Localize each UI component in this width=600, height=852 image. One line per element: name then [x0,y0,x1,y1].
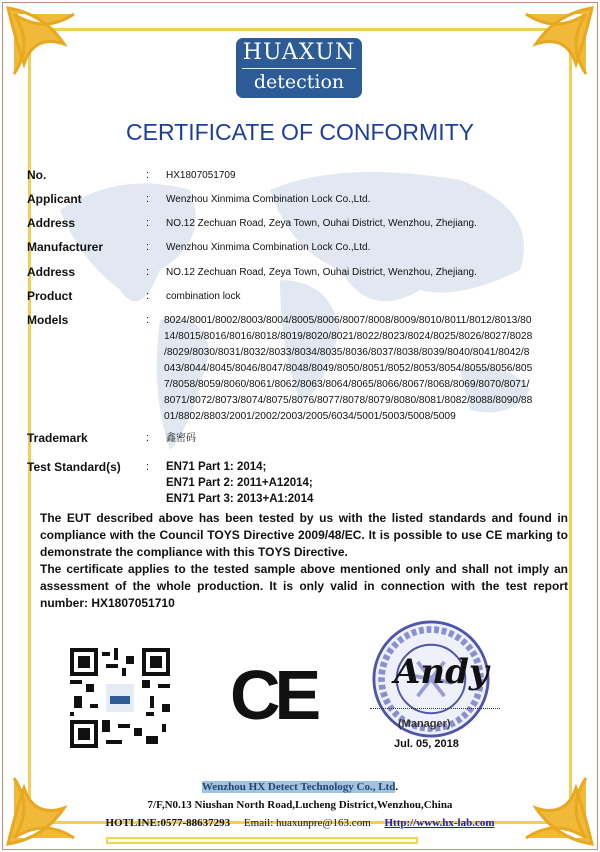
field-value-no: HX1807051709 [166,170,236,181]
field-label-test-standards: Test Standard(s) [27,460,121,474]
field-value-manufacturer: Wenzhou Xinmima Combination Lock Co.,Ltd. [166,242,371,253]
field-value-trademark: 鑫密码 [166,433,196,444]
corner-ornament-icon [516,4,596,84]
ce-mark: CE [230,656,316,734]
field-value-product: combination lock [166,291,241,302]
field-value-models: 8024/8001/8002/8003/8004/8005/8006/8007/8008/8009/8010/8011/8012/8013/80 14/8015/8016/8016/8018/8019/8020/8021/8022/8023/8024/8025/8026/8027/8028 /8029/8030/8031/8032/8033/8034/8035/8036/8037/8038/8039/8040/8041/8042/8 043/8044/8045/8046/8047/8048/8049/8050/8051/8052/8053/8054/8055/8056/805 7/8058/8059/8060/8061/8062/8063/8064/8065/8066/8067/8068/8069/8070/8071/ 8071/8072/8073/8074/8075/8076/8077/8078/8079/8080/8081/8082/8088/8090/88 01/8802/8803/2001/2002/2003/2005/6034/5001/5003/5008/5009 [164,315,533,422]
standard-item: EN71 Part 1: 2014; [166,461,267,473]
colon: : [146,169,150,181]
signature-line [370,708,500,709]
footer-contacts [0,816,600,830]
signer-title: (Manager) [398,718,451,730]
colon: : [146,461,150,473]
issue-date: Jul. 05, 2018 [394,738,459,750]
field-label-product: Product [27,289,73,303]
footer-email: Email: huaxunpre@163.com [243,817,371,829]
footer-company: Wenzhou HX Detect Technology Co., Ltd. [201,781,399,793]
footer-address: 7/F,N0.13 Niushan North Road,Lucheng District,Wenzhou,China [147,799,453,811]
standard-item: EN71 Part 3: 2013+A1:2014 [166,493,314,505]
field-label-models: Models [27,313,69,327]
colon: : [146,241,150,253]
colon: : [146,290,150,302]
statement-paragraph-1: The EUT described above has been tested by us with the listed standards and found in compliance with the Council TOYS Directive 2009/48/EC. It is possible to use CE marking to demonstrate the compliance with this TOYS Directive. [40,511,568,559]
colon: : [146,217,150,229]
colon: : [146,432,150,444]
corner-ornament-icon [4,4,84,84]
field-label-applicant: Applicant [27,192,82,206]
colon: : [146,193,150,205]
field-label-manufacturer: Manufacturer [27,240,104,254]
field-value-applicant: Wenzhou Xinmima Combination Lock Co.,Ltd. [166,194,371,205]
field-label-no: No. [27,168,47,182]
footer-hotline: HOTLINE:0577-88637293 [105,817,231,829]
field-label-trademark: Trademark [27,431,88,445]
certificate-title: CERTIFICATE OF CONFORMITY [126,119,474,145]
qr-code [70,648,170,748]
footer-website-link[interactable]: Http://www.hx-lab.com [384,817,495,829]
signature: Andy [394,652,489,692]
colon: : [146,314,150,326]
field-label-manufacturer-address: Address [27,265,76,279]
footer-decorative-bar [106,837,418,844]
field-label-address: Address [27,216,76,230]
statement-paragraph-2: The certificate applies to the tested sample above mentioned only and shall not imply an assessment of the whole production. It is only valid in connection with the test report number: HX1807051710 [40,562,568,610]
standard-item: EN71 Part 2: 2011+A12014; [166,477,313,489]
colon: : [146,266,150,278]
huaxun-logo: HUAXUN detection [236,38,362,98]
field-value-address: NO.12 Zechuan Road, Zeya Town, Ouhai District, Wenzhou, Zhejiang. [166,218,477,229]
field-value-manufacturer-address: NO.12 Zechuan Road, Zeya Town, Ouhai District, Wenzhou, Zhejiang. [166,267,477,278]
compliance-statement [40,510,568,612]
